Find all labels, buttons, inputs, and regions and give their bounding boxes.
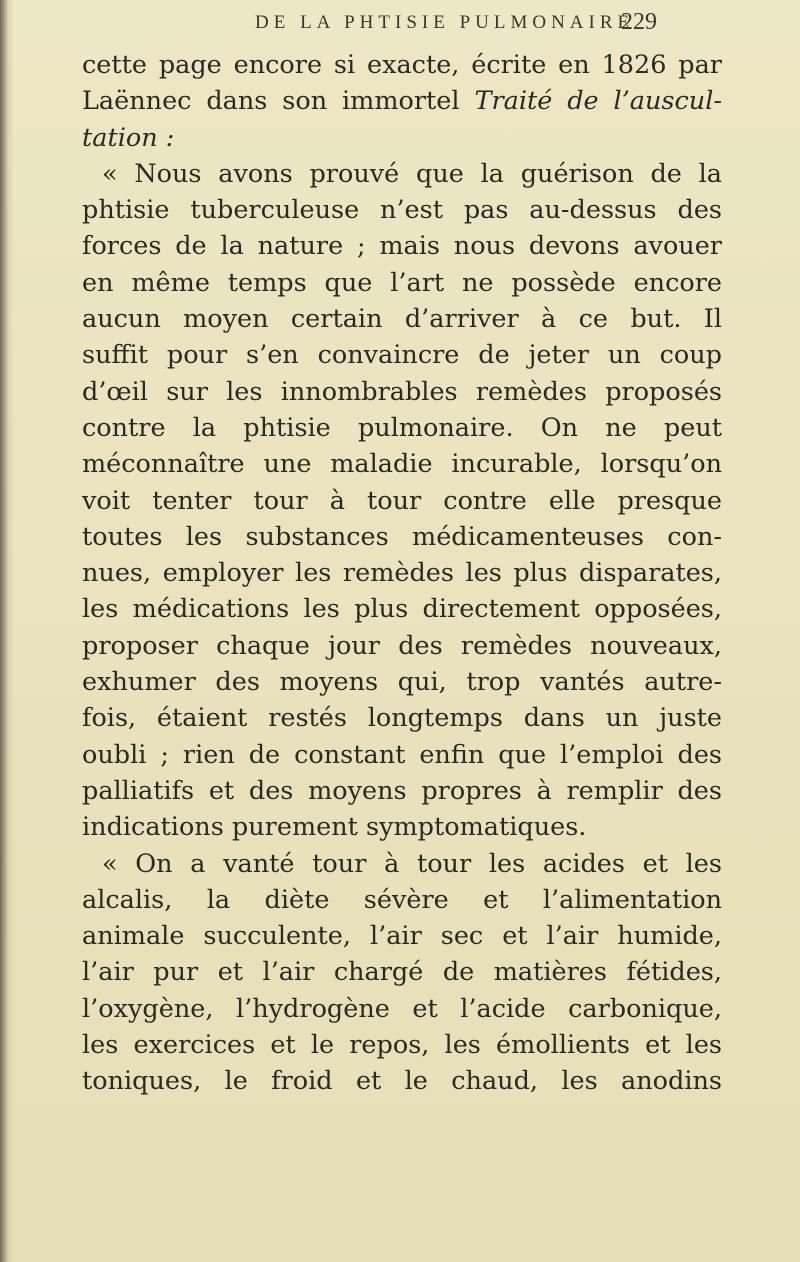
page-gutter-shadow	[0, 0, 8, 1262]
text-line: l’oxygène, l’hydrogène et l’acide carbonique,	[82, 993, 722, 1024]
text-line: forces de la nature ; mais nous devons avouer	[82, 231, 722, 262]
text-line: suffit pour s’en convaincre de jeter un coup	[82, 340, 722, 371]
text-line: alcalis, la diète sévère et l’alimentation	[82, 884, 722, 915]
text-line: tation :	[82, 122, 175, 153]
page-number: 229	[621, 9, 657, 35]
text-line: en même temps que l’art ne possède encore	[82, 267, 722, 298]
text-line: les médications les plus directement opposées,	[82, 594, 722, 625]
text-line: nues, employer les remèdes les plus disparates,	[82, 558, 722, 589]
book-title: Traité de l’auscul-	[474, 86, 722, 117]
text-line: exhumer des moyens qui, trop vantés autre-	[82, 667, 722, 698]
text-line-with-title	[82, 83, 722, 119]
text-line: « Nous avons prouvé que la guérison de la	[102, 158, 722, 189]
text-line: méconnaître une maladie incurable, lorsqu’on	[82, 449, 722, 480]
body-text	[82, 47, 722, 1100]
text-line: voit tenter tour à tour contre elle presque	[82, 485, 722, 516]
text-line: les exercices et le repos, les émollients et les	[82, 1030, 722, 1061]
text-line: oubli ; rien de constant enfin que l’emploi des	[82, 739, 722, 770]
text-line: toutes les substances médicamenteuses con-	[82, 521, 722, 552]
text-line: contre la phtisie pulmonaire. On ne peut	[82, 412, 722, 443]
text-line: d’œil sur les innombrables remèdes proposés	[82, 376, 722, 407]
text-line: proposer chaque jour des remèdes nouveaux,	[82, 630, 722, 661]
text-line: fois, étaient restés longtemps dans un juste	[82, 703, 722, 734]
text-line: toniques, le froid et le chaud, les anodins	[82, 1066, 722, 1097]
running-head: DE LA PHTISIE PULMONAIRE	[255, 12, 635, 33]
text-line: animale succulente, l’air sec et l’air humide,	[82, 921, 722, 952]
text-line: aucun moyen certain d’arriver à ce but. Il	[82, 304, 722, 335]
text-line: « On a vanté tour à tour les acides et les	[102, 848, 722, 879]
text-line: cette page encore si exacte, écrite en 1826 par	[82, 50, 722, 80]
text-fragment: Laënnec dans son immortel	[82, 86, 460, 117]
text-line: l’air pur et l’air chargé de matières fétides,	[82, 957, 722, 988]
text-line: palliatifs et des moyens propres à remplir des	[82, 775, 722, 806]
text-line: phtisie tuberculeuse n’est pas au-dessus des	[82, 195, 722, 226]
text-line: indications purement symptomatiques.	[82, 812, 587, 843]
